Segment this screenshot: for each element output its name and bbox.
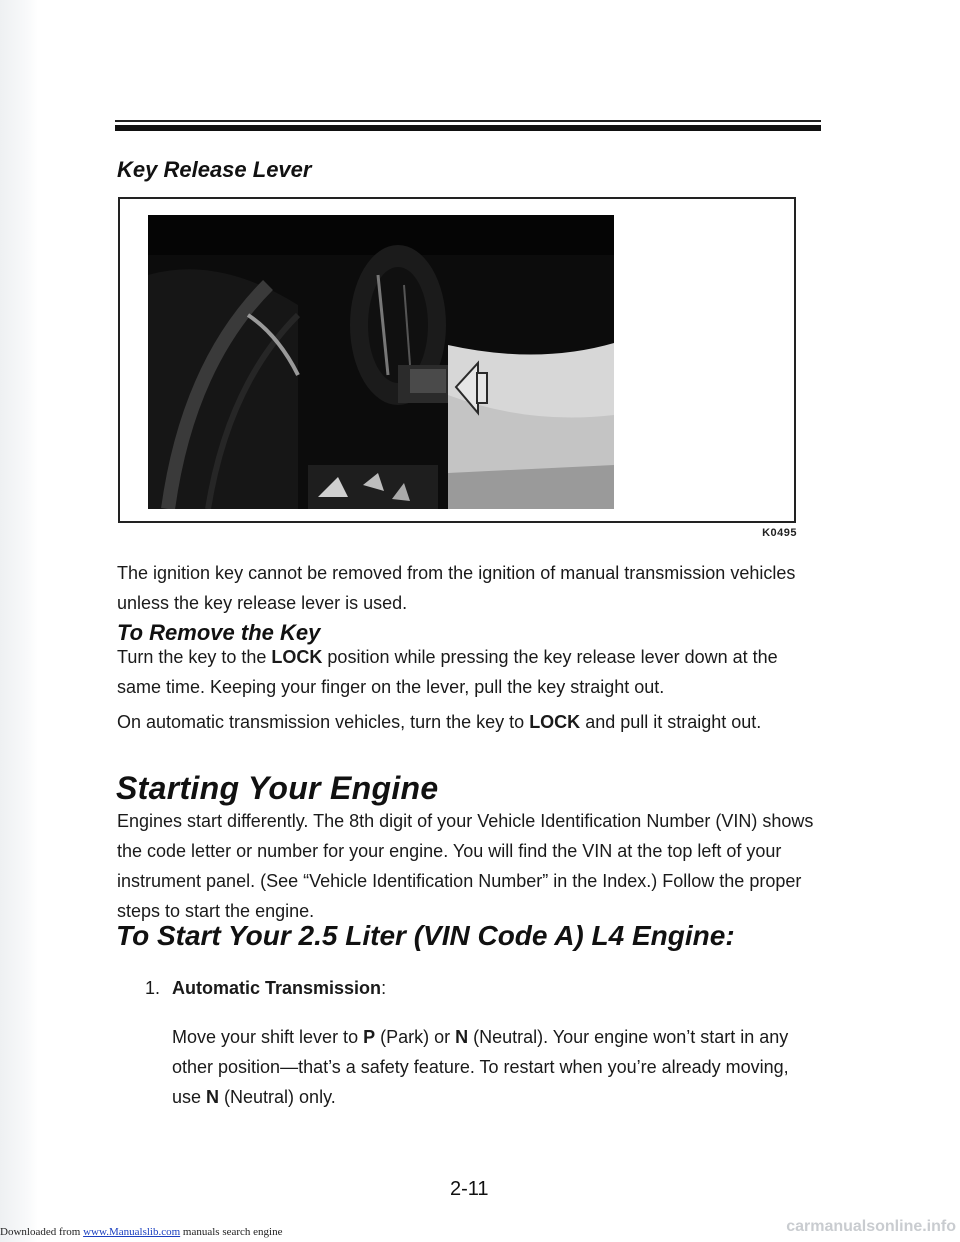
lock-keyword: LOCK bbox=[529, 712, 581, 732]
download-footer: Downloaded from www.Manualslib.com manuals search engine bbox=[0, 1226, 283, 1238]
key-release-lever-photo bbox=[148, 215, 614, 509]
lock-keyword: LOCK bbox=[271, 647, 323, 667]
starting-paragraph: Engines start differently. The 8th digit of your Vehicle Identification Number (VIN) shows the code letter or number for your engine. You will find the VIN at the top left of your instrument panel. (See “Vehicle Identification Number” in the Index.) Follow the proper steps to start the engine. bbox=[117, 811, 814, 921]
intro-paragraph: The ignition key cannot be removed from the ignition of manual transmission vehicles unless the key release lever is used. bbox=[117, 563, 796, 613]
automatic-paragraph: On automatic transmission vehicles, turn the key to LOCK and pull it straight out. bbox=[117, 712, 762, 732]
procedure-heading: To Start Your 2.5 Liter (VIN Code A) L4 Engine: bbox=[116, 920, 735, 951]
step-number: 1. bbox=[145, 978, 161, 998]
manualslib-link[interactable]: www.Manualslib.com bbox=[83, 1226, 181, 1238]
section-heading: Starting Your Engine bbox=[116, 770, 439, 806]
step-heading: Automatic Transmission: bbox=[172, 978, 387, 998]
header-rule bbox=[115, 125, 821, 131]
page-edge bbox=[0, 0, 38, 1242]
header-rule-thin bbox=[115, 120, 821, 122]
subsection-title: To Remove the Key bbox=[117, 620, 321, 645]
figure-code: K0495 bbox=[762, 527, 797, 539]
remove-key-paragraph: Turn the key to the LOCK position while pressing the key release lever down at the same time. Keeping your finger on the lever, pull the key straight out. bbox=[117, 647, 778, 697]
watermark: carmanualsonline.info bbox=[786, 1218, 956, 1235]
page-number: 2-11 bbox=[450, 1178, 489, 1200]
step-paragraph: Move your shift lever to P (Park) or N (Neutral). Your engine won’t start in any other position—that’s a safety feature. To restart when you’re already moving, use N (Neutral) only. bbox=[172, 1027, 789, 1107]
section-title: Key Release Lever bbox=[117, 157, 312, 182]
